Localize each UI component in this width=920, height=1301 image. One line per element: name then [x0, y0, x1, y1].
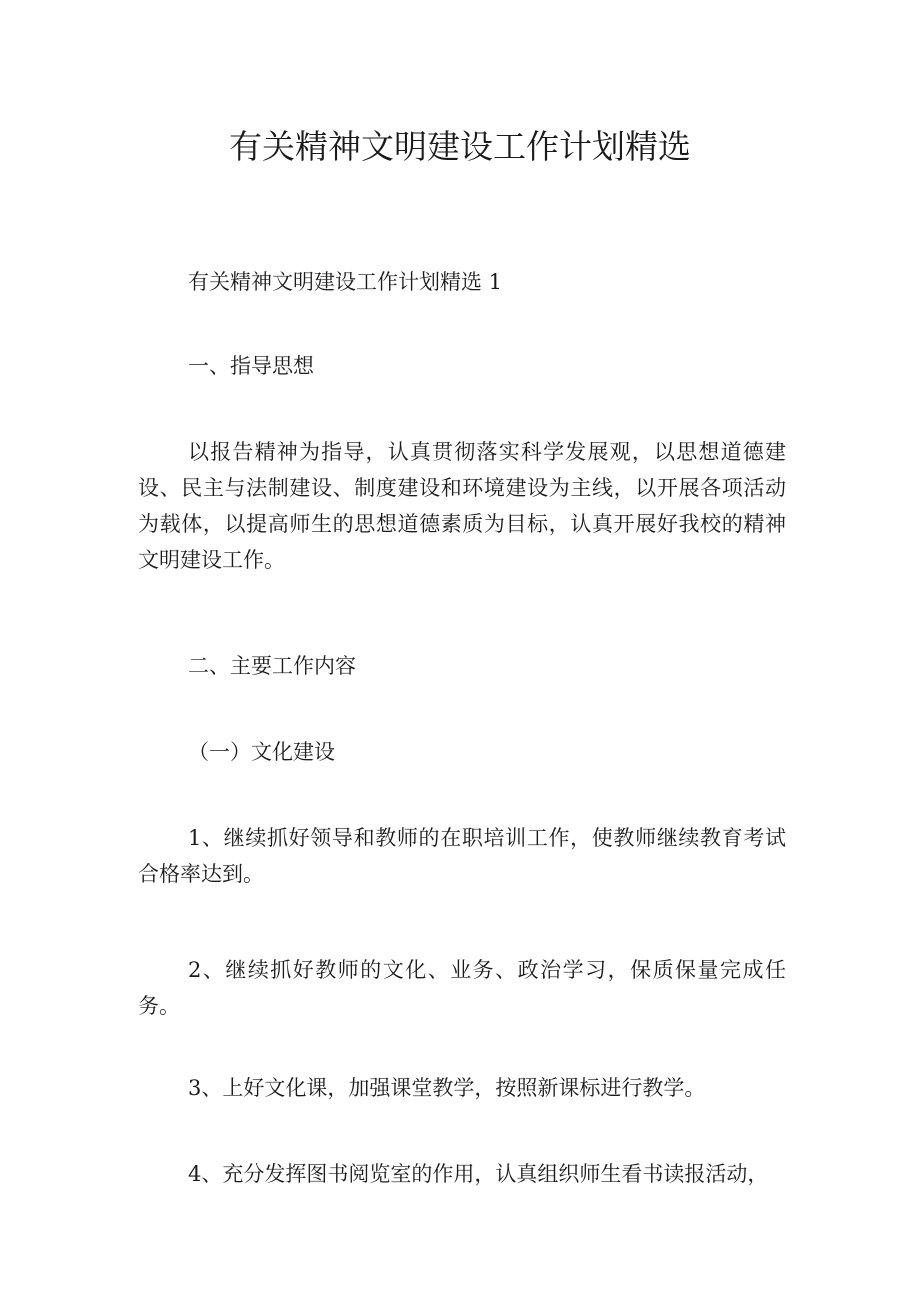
section-subtitle: 有关精神文明建设工作计划精选 1 — [188, 270, 503, 294]
heading-main-work: 二、主要工作内容 — [188, 654, 356, 678]
list-item: 1、继续抓好领导和教师的在职培训工作，使教师继续教育考试合格率达到。 — [138, 826, 786, 886]
list-item: 3、上好文化课，加强课堂教学，按照新课标进行教学。 — [188, 1076, 706, 1100]
heading-cultural-construction: （一）文化建设 — [188, 740, 335, 764]
paragraph-guiding-ideology: 以报告精神为指导，认真贯彻落实科学发展观，以思想道德建设、民主与法制建设、制度建设和环境建设为主线，以开展各项活动为载体，以提高师生的思想道德素质为目标，认真开展好我校的精神文明建设工作。 — [138, 440, 786, 572]
list-item: 4、充分发挥图书阅览室的作用，认真组织师生看书读报活动， — [188, 1162, 769, 1186]
document-title: 有关精神文明建设工作计划精选 — [229, 127, 691, 166]
heading-guiding-ideology: 一、指导思想 — [188, 354, 314, 378]
list-item: 2、继续抓好教师的文化、业务、政治学习，保质保量完成任务。 — [138, 958, 786, 1018]
